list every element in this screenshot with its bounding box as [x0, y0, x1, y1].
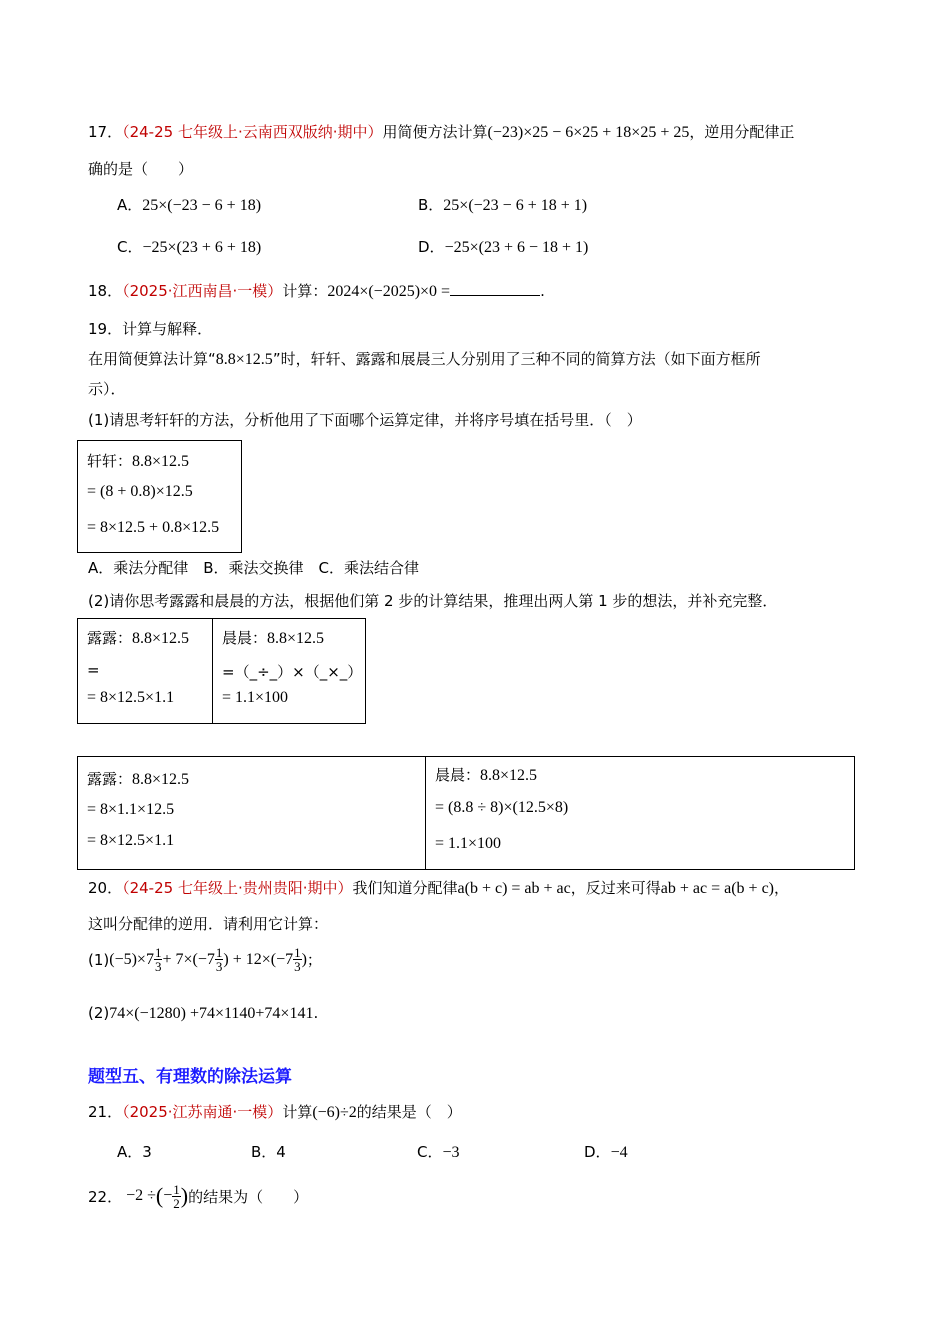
q18-stem: 计算： [282, 282, 328, 300]
answer-blank[interactable] [450, 281, 540, 296]
q21-line [88, 1101, 462, 1122]
xuanxuan-box [77, 440, 242, 553]
part-label: (2) [88, 1004, 110, 1022]
q19-title: 计算与解释． [122, 320, 213, 338]
box-line: = 8×12.5 + 0.8×12.5 [87, 519, 220, 536]
denominator: 3 [154, 959, 162, 974]
q18-source: （2025·江西南昌·一模） [122, 282, 283, 300]
fraction [215, 946, 224, 973]
divider [425, 757, 426, 869]
numerator: 1 [294, 945, 301, 960]
denominator: 3 [215, 959, 223, 974]
fraction [293, 946, 302, 973]
fraction [154, 946, 163, 973]
q17-source: （24-25 七年级上·云南西双版纳·期中） [122, 123, 383, 141]
q18-number: 18． [88, 282, 123, 300]
q17-option-b[interactable] [418, 194, 587, 215]
expr-part: ) [301, 950, 307, 968]
expr-part: + 7×(−7 [162, 950, 215, 968]
paren-right: ) [180, 1183, 189, 1208]
box-line: = [87, 661, 100, 679]
option-expr: −25×(23 + 6 − 18 + 1) [444, 239, 589, 256]
q20-number: 20． [88, 879, 123, 897]
q18-expression: 2024×(−2025)×0 = [327, 283, 451, 300]
q19-number: 19． [88, 320, 123, 338]
q21-option-d[interactable] [584, 1141, 628, 1162]
box-line: 8.8×12.5 [132, 630, 190, 647]
option-label: B． [251, 1143, 277, 1161]
q18-end: . [540, 282, 545, 300]
numerator: 1 [173, 1181, 180, 1197]
q19-title-line [88, 318, 212, 339]
q17-expression: (−23)×25 − 6×25 + 18×25 + 25 [487, 124, 690, 141]
q17-line1 [88, 121, 794, 142]
section-title: 题型五、有理数的除法运算 [88, 1067, 292, 1087]
q21-stem-b: 的结果是（ ） [356, 1103, 462, 1121]
q21-option-c[interactable] [417, 1141, 460, 1162]
option-value: 4 [276, 1143, 286, 1161]
q20-part1 [88, 946, 322, 973]
q21-number: 21． [88, 1103, 123, 1121]
q17-stem-c: 确的是（ ） [88, 160, 194, 178]
option-expr: 25×(−23 − 6 + 18) [142, 197, 262, 214]
intro-b: ”时，轩轩、露露和展晨三人分别用了三种不同的简算方法（如下面方框所 [272, 350, 761, 368]
denominator: 2 [173, 1195, 180, 1211]
q19-intro-c: 示）． [88, 380, 126, 398]
expr-part: (−5)×7 [109, 950, 154, 968]
box-line: = 8×12.5×1.1 [87, 689, 175, 706]
expr-end: ； [306, 951, 322, 969]
q19-choices: A．乘法分配律 B．乘法交换律 C．乘法结合律 [88, 559, 420, 577]
option-value: −4 [610, 1144, 628, 1161]
q20-law-reverse: ab + ac = a(b + c) [660, 880, 774, 897]
expr-part: ) + 12×(−7 [223, 950, 294, 968]
q21-expression: (−6)÷2 [312, 1104, 357, 1121]
q21-option-b[interactable] [251, 1141, 286, 1162]
box-line: = 8×1.1×12.5 [87, 801, 175, 818]
intro-expr: 8.8×12.5 [215, 351, 273, 368]
student-name: 晨晨： [435, 766, 481, 784]
option-label: C． [117, 238, 143, 256]
option-value: −3 [442, 1144, 460, 1161]
student-name: 露露： [87, 629, 133, 647]
option-value: 3 [142, 1143, 152, 1161]
paren-left: ( [155, 1183, 164, 1208]
q18-line [88, 280, 545, 301]
q17-option-c[interactable] [117, 236, 261, 257]
q21-source: （2025·江苏南通·一模） [122, 1103, 283, 1121]
q17-option-a[interactable] [117, 194, 261, 215]
option-label: C． [417, 1143, 443, 1161]
q20-stem-b: ，反过来可得 [570, 879, 661, 897]
q19-part2: (2)请你思考露露和晨晨的方法，根据他们第 2 步的计算结果，推理出两人第 1 步的想法，并补充完整． [88, 592, 778, 610]
q22-stem: 的结果为（ ） [188, 1187, 309, 1206]
q20-stem-c: ， [774, 879, 790, 897]
denominator: 3 [294, 959, 301, 974]
option-label: B． [418, 196, 444, 214]
option-label: A． [117, 1143, 143, 1161]
box-line: 8.8×12.5 [132, 453, 190, 470]
q17-stem: 用简便方法计算 [382, 123, 488, 141]
lulu-chenchen-box [77, 618, 366, 724]
q20-line1 [88, 877, 789, 898]
option-label: D． [584, 1143, 611, 1161]
box-line: 8.8×12.5 [267, 630, 325, 647]
answer-box [77, 756, 855, 870]
q19-intro [88, 348, 761, 369]
q19-part1: (1)请思考轩轩的方法，分析他用了下面哪个运算定律，并将序号填在括号里．（ ） [88, 411, 642, 429]
fraction [172, 1183, 181, 1210]
box-line: = 1.1×100 [435, 835, 502, 852]
q17-number: 17． [88, 123, 123, 141]
q17-stem-b: ，逆用分配律正 [689, 123, 795, 141]
expr: 74×(−1280) +74×1140+74×141 [109, 1005, 314, 1022]
q20-part2 [88, 1004, 318, 1023]
option-label: D． [418, 238, 445, 256]
q21-stem-a: 计算 [282, 1103, 313, 1121]
option-label: A． [117, 196, 143, 214]
q20-law: a(b + c) = ab + ac [457, 880, 571, 897]
expr-end: . [313, 1004, 319, 1022]
box-line: 8.8×12.5 [132, 771, 190, 788]
minus-sign: − [163, 1187, 173, 1204]
box-line-fill[interactable]: =（_÷_）×（_×_） [222, 663, 363, 681]
q22-number: 22． [88, 1187, 123, 1206]
q20-stem-a: 我们知道分配律 [352, 879, 458, 897]
q22-line [88, 1174, 308, 1218]
q21-option-a[interactable] [117, 1141, 152, 1162]
box-line: = 1.1×100 [222, 689, 289, 706]
option-expr: 25×(−23 − 6 + 18 + 1) [443, 197, 588, 214]
box-line: = (8.8 ÷ 8)×(12.5×8) [435, 799, 569, 816]
option-expr: −25×(23 + 6 + 18) [142, 239, 262, 256]
q20-stem-d: 这叫分配律的逆用．请利用它计算： [88, 915, 329, 933]
q17-option-d[interactable] [418, 236, 588, 257]
box-line: 8.8×12.5 [480, 767, 538, 784]
box-line: = 8×12.5×1.1 [87, 832, 175, 849]
q20-source: （24-25 七年级上·贵州贵阳·期中） [122, 879, 353, 897]
numerator: 1 [154, 945, 162, 960]
student-name: 晨晨： [222, 629, 268, 647]
part-label: (1) [88, 950, 110, 969]
numerator: 1 [215, 945, 223, 960]
q22-expr: −2 ÷ [126, 1187, 156, 1204]
box-line: = (8 + 0.8)×12.5 [87, 483, 193, 500]
divider [212, 619, 213, 723]
student-name: 轩轩： [87, 452, 133, 470]
student-name: 露露： [87, 770, 133, 788]
intro-a: 在用简便算法计算“ [88, 350, 216, 368]
